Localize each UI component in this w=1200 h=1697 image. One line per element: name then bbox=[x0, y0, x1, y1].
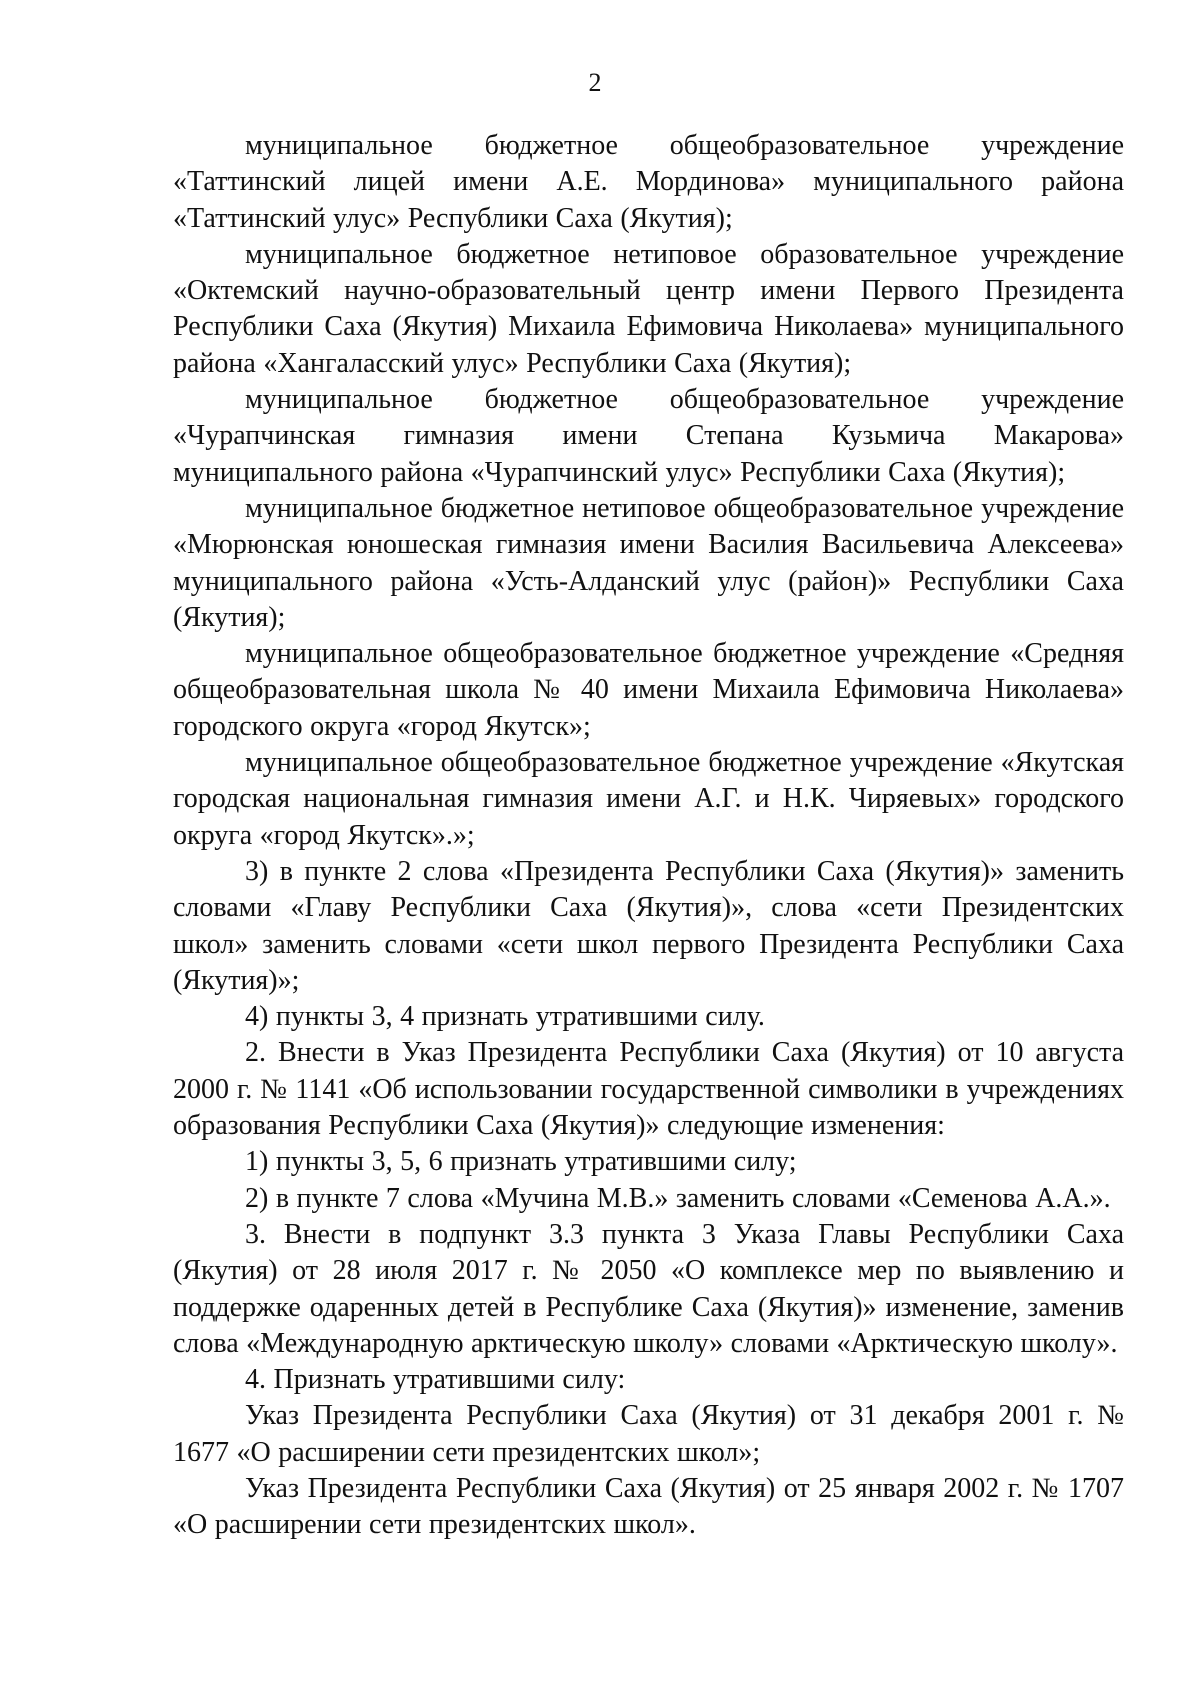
paragraph-myuryun-gymnasium: муниципальное бюджетное нетиповое общеобразовательное учреждение «Мюрюнская юношеская гимназия имени Василия Васильевича Алексеева» муниципального района «Усть-Алданский улус (район)» Республики Саха (Якутия); bbox=[173, 492, 1124, 633]
paragraph-oktemsky-center: муниципальное бюджетное нетиповое образовательное учреждение «Октемский научно-образовательный центр имени Первого Президента Республики Саха (Якутия) Михаила Ефимовича Николаева» муниципального района «Хангаласский улус» Республики Саха (Якутия); bbox=[173, 238, 1124, 379]
paragraph-churapcha-gymnasium: муниципальное бюджетное общеобразовательное учреждение «Чурапчинская гимназия имени Степана Кузьмича Макарова» муниципального района «Чурапчинский улус» Республики Саха (Якутия); bbox=[173, 384, 1124, 488]
paragraph-tattinsky-lyceum: муниципальное бюджетное общеобразовательное учреждение «Таттинский лицей имени А.Е. Мординова» муниципального района «Таттинский улус» Республики Саха (Якутия); bbox=[173, 130, 1124, 234]
paragraph-decree-1707: Указ Президента Республики Саха (Якутия) от 25 января 2002 г. № 1707 «О расширении сети президентских школ». bbox=[173, 1472, 1124, 1541]
paragraph-section-2-item-2: 2) в пункте 7 слова «Мучина М.В.» заменить словами «Семенова А.А.». bbox=[245, 1182, 1111, 1214]
paragraph-school-40: муниципальное общеобразовательное бюджетное учреждение «Средняя общеобразовательная школа № 40 имени Михаила Ефимовича Николаева» городского округа «город Якутск»; bbox=[173, 638, 1124, 742]
paragraph-decree-1677: Указ Президента Республики Саха (Якутия) от 31 декабря 2001 г. № 1677 «О расширении сети президентских школ»; bbox=[173, 1400, 1124, 1468]
document-body bbox=[173, 128, 1124, 1544]
paragraph-item-4: 4) пункты 3, 4 признать утратившими силу. bbox=[245, 1001, 765, 1033]
paragraph-section-3: 3. Внести в подпункт 3.3 пункта 3 Указа Главы Республики Саха (Якутия) от 28 июля 2017 г. № 2050 «О комплексе мер по выявлению и поддержке одаренных детей в Республике Саха (Якутия)» изменение, заменив слова «Международную арктическую школу» словами «Арктическую школу». bbox=[173, 1218, 1124, 1359]
paragraph-yakutsk-gymnasium: муниципальное общеобразовательное бюджетное учреждение «Якутская городская национальная гимназия имени А.Г. и Н.К. Чиряевых» городского округа «город Якутск».»; bbox=[173, 747, 1124, 851]
paragraph-item-3: 3) в пункте 2 слова «Президента Республики Саха (Якутия)» заменить словами «Главу Республики Саха (Якутия)», слова «сети Президентских школ» заменить словами «сети школ первого Президента Республики Саха (Якутия)»; bbox=[173, 855, 1124, 996]
paragraph-section-2: 2. Внести в Указ Президента Республики Саха (Якутия) от 10 августа 2000 г. № 1141 «Об использовании государственной символики в учреждениях образования Республики Саха (Якутия)» следующие изменения: bbox=[173, 1037, 1124, 1142]
paragraph-section-2-item-1: 1) пункты 3, 5, 6 признать утратившими силу; bbox=[245, 1146, 797, 1178]
page-number: 2 bbox=[588, 68, 602, 97]
paragraph-section-4: 4. Признать утратившими силу: bbox=[245, 1364, 626, 1396]
